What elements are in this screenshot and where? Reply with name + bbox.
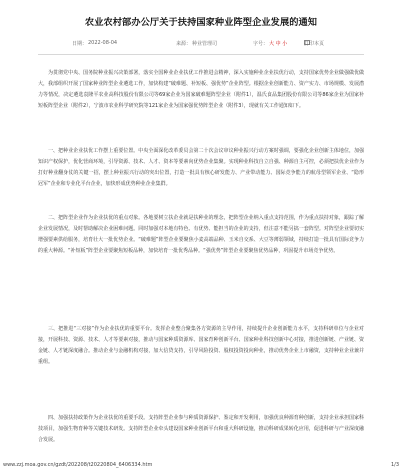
body-paragraph: 四、加强扶持政策作为企业扶优的重要手段。支持阵型企业参与种质资源保护、鉴定和开发利用，加强优良种源育种创新，支持企业承担国家科技项目，加强生物育种等关键技术研发。支持阵型企业牵头建设国家种业创新平台和重大科研设施，推动科研成果转化应用，促进科研与产业深度融合发展。 [38, 415, 364, 443]
print-label: 打印本页 [304, 41, 325, 47]
page-title: 农业农村部办公厅关于扶持国家种业阵型企业发展的通知 [84, 17, 318, 28]
article-body [38, 68, 364, 458]
footer-url: www.zzj.moa.gov.cn/gzdt/202208/t20220804_6406334.htm [3, 462, 153, 468]
intro-paragraph: 为贯彻党中央、国务院种业振兴决策部署，落实全国种业企业扶优工作推进会精神，深入实施种业企业扶优行动，支持国家优势企业做强做优做大，我部组织开展了国家种业阵型企业遴选工作，加快构建“破难题、补短板、强优势”企业阵型。根据企业创新能力、资产实力、市场规模、发展潜力等情况，决定遴选袁隆平农业高科技股份有限公司等69家企业为国家破难题阵型企业（附件1），温氏食品集团股份有限公司等86家企业为国家补短板阵型企业（附件2），宁波市农业科学研究院等121家企业为国家强优势阵型企业（附件3），现就有关工作通知如下。 [38, 70, 364, 109]
body-paragraph: 一、把种业企业扶优工作摆上重要位置。中央全面深化改革委员会第二十次会议审议种业振兴行动方案时强调，要强化企业创新主体地位，加强知识产权保护，优化营商环境，引导资源、技术、人才、资本等要素向优势企业集聚。实现种业科技自立自强、种源自主可控，必须把扶优企业作为打好种业翻身仗的关键一招，摆上种业振兴行动的突出位置，打造一批具有核心研发能力、产业带动能力、国际竞争能力的航母型领军企业、“隐形冠军”企业和专业化平台企业，加快形成优势种业企业集群。 [38, 148, 364, 187]
font-size-controls[interactable]: 大 中 小 [269, 41, 288, 47]
page-number: 1/3 [390, 462, 399, 468]
source-value: 种业管理司 [192, 41, 218, 47]
font-size-label: 字号： [253, 41, 269, 47]
body-paragraph: 二、把阵型企业作为企业扶优的重点对象。各地要树立扶企业就是扶种业的理念，把阵型企业纳入重点支持范围，作为重点扶持对象，跟踪了解企业发展情况，及时帮助解决企业困难问题。同时加强对本地有特色、有优势、能担当的企业的支持，但注意不能另搞一套阵型。对阵型企业要切实增强要素供给服务，培育壮大一批优势企业。“破难题”阵型企业要聚焦小麦高端品种、玉米自交系、大豆等薄弱领域，持续打造一批具有国际竞争力的重大种源。“补短板”阵型企业要聚焦短板品种，加快培育一批优秀品种。“强优势”阵型企业要聚焦优势品种，巩固提升市场竞争优势。 [38, 215, 364, 254]
title-divider [38, 54, 364, 55]
source-label: 来源： [176, 41, 192, 47]
article-meta [72, 40, 347, 50]
publish-date: 2022-08-04 [88, 40, 118, 46]
body-paragraph: 三、把推进“三对接”作为企业扶优的重要平台。发挥企业整合聚集各方资源的主导作用，持续提升企业创新能力水平，支持科研单位与企业对接，开展科技、资源、技术、人才等要素对接，推动与国家种质资源库、国家育种创新平台、国家种业科技创新中心对接，推进创新链、产业链、资金链、人才链深度融合。推动企业与金融机构对接，加大信贷支持，引导风险投资、股权投资投向种业，推动优势企业上市融资，支持种业企业兼并重组。 [38, 326, 364, 365]
date-label: 日期： [72, 41, 88, 47]
